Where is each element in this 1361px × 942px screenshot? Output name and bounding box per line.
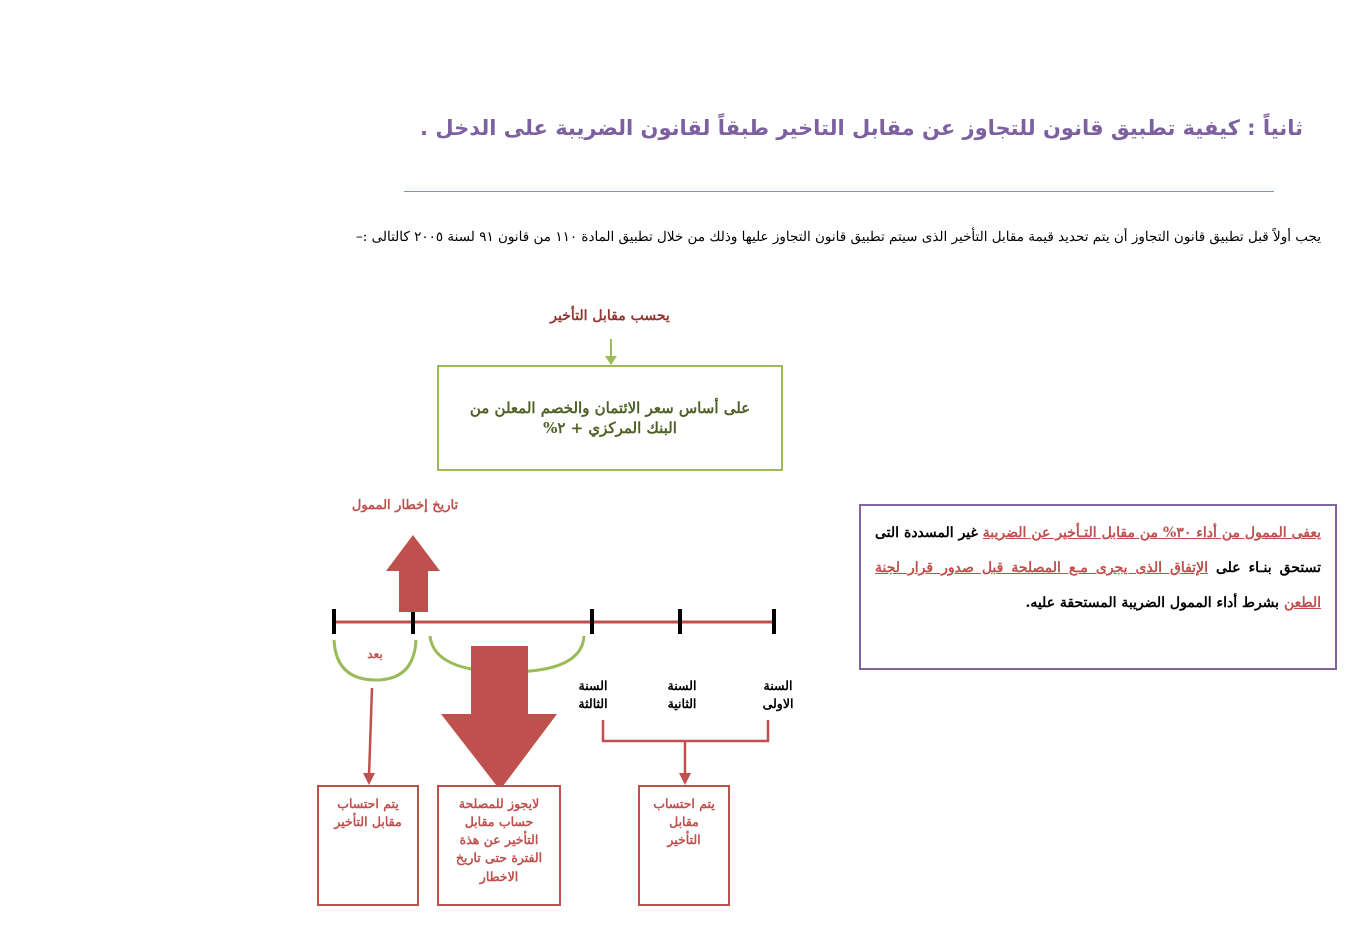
calc-label: يحسب مقابل التأخير bbox=[550, 308, 670, 324]
calc-years-line3: التأخير bbox=[667, 832, 701, 848]
calc-after-line1: يتم احتساب bbox=[337, 796, 399, 811]
years-arrowhead bbox=[679, 773, 691, 785]
notify-date-label: تاريخ إخطار الممول bbox=[351, 498, 459, 513]
exemption-plain-1: غير المسددة التى تستحق بنـاء على bbox=[875, 525, 1321, 576]
calc-years-box bbox=[638, 785, 730, 906]
calc-after-line2: مقابل التأخير bbox=[334, 814, 402, 830]
exemption-highlight-2: الإتفاق الذى يجرى مـع المصلحة قبل صدور قرار لجنة الطعن bbox=[875, 560, 1321, 611]
year-second-line2: الثانية bbox=[667, 696, 697, 712]
calc-years-line1: يتم احتساب bbox=[653, 796, 715, 811]
basis-text: على أساس سعر الائتمان والخصم المعلن من البنك المركزي + ٢% bbox=[469, 398, 751, 437]
after-label: بعد bbox=[367, 647, 383, 661]
year-first-label bbox=[750, 677, 806, 713]
after-connector bbox=[369, 688, 372, 776]
calc-after-text bbox=[319, 787, 417, 831]
no-calc-text bbox=[439, 787, 559, 886]
year-third-line2: الثالثة bbox=[578, 696, 608, 712]
no-calc-line4: الفترة حتى تاريخ bbox=[455, 850, 543, 866]
year-second-label bbox=[652, 677, 712, 713]
section-heading: ثانياً : كيفية تطبيق قانون للتجاوز عن مقابل التاخير طبقاً لقانون الضريبة على الدخل . bbox=[420, 116, 1303, 140]
basis-box bbox=[437, 365, 783, 471]
notify-up-arrow bbox=[386, 535, 440, 612]
exemption-plain-2: بشرط أداء الممول الضريبة المستحقة عليه. bbox=[1025, 595, 1284, 611]
calc-after-box bbox=[317, 785, 419, 906]
no-calc-line3: التأخير عن هذة bbox=[459, 832, 539, 848]
exemption-box bbox=[859, 504, 1337, 670]
exemption-text bbox=[875, 516, 1321, 621]
calc-years-text bbox=[640, 787, 728, 849]
year-third-line1: السنة bbox=[578, 678, 608, 693]
calc-years-line2: مقابل bbox=[669, 814, 699, 830]
no-calc-box bbox=[437, 785, 561, 906]
years-bracket bbox=[603, 720, 768, 741]
year-first-line2: الاولى bbox=[762, 696, 794, 712]
calc-arrowhead bbox=[605, 356, 617, 365]
after-arrowhead bbox=[363, 773, 375, 785]
year-second-line1: السنة bbox=[667, 678, 697, 693]
no-calc-line5: الاخطار bbox=[479, 868, 519, 884]
year-third-label bbox=[565, 677, 621, 713]
no-calc-line2: حساب مقابل bbox=[464, 814, 534, 830]
no-calc-down-arrow bbox=[441, 646, 557, 790]
exemption-highlight-1: يعفى الممول من أداء ٣٠% من مقابل التـأخير عن الضريبة bbox=[982, 525, 1321, 541]
year-first-line1: السنة bbox=[763, 678, 793, 693]
no-calc-line1: لايجوز للمصلحة bbox=[458, 796, 540, 811]
intro-paragraph: يجب أولاً قبل تطبيق قانون التجاوز أن يتم تحديد قيمة مقابل التأخير الذى سيتم تطبيق قانون التجاوز عليها وذلك من خلال تطبيق المادة ١١٠ من قانون ٩١ لسنة ٢٠٠٥ كالتالى :– bbox=[356, 229, 1321, 245]
